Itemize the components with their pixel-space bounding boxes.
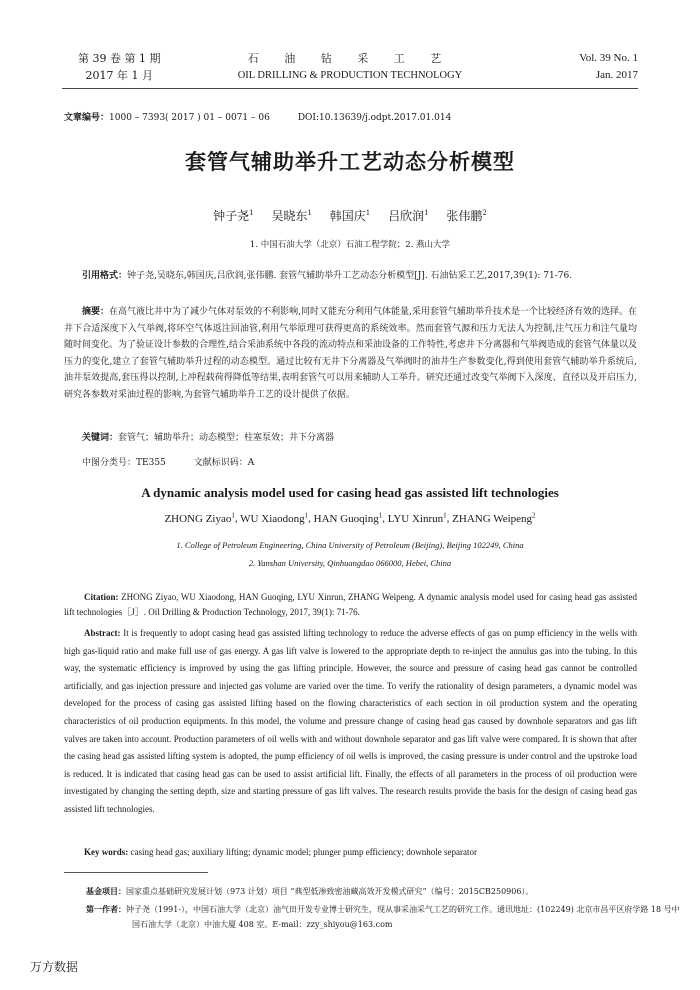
author-en: LYU Xinrun$^1$ [387, 511, 447, 525]
abstract-en [64, 625, 637, 819]
abstract-cn-text: 在高气液比井中为了减少气体对泵效的不利影响,同时又能充分利用气体能量,采用套管气辅助举升技术是一个比较经济有效的选择。在井下合适深度下入气举阀,将环空气体返注回油管,利用气举原理可获得更高的系统效率。然而套管气源和压力无法人为控制,注气压力和注气量均随时间变化。为了验证设计参数的合理性,结合采油系统中各段的流动特点和采油设备的工作特性,考虑井下分离器和气举阀造成的套管气体量以及压力的变化,建立了套管气辅助举升过程的动态模型。通过比较有无井下分离器及气举阀时的油井生产参数变化,得到使用套管气辅助举升系统后,油井泵效提高,套压得以控制,上冲程载荷得降低等结果,表明套管气可以用来辅助人工举升。研究还通过改变气举阀下入深度、直径以及开启压力,研究各参数对采油过程的影响,为套管气辅助举升工艺的设计提供了依据。 [64, 307, 637, 400]
title-en: A dynamic analysis model used for casing head gas assisted lift technologies [141, 485, 559, 500]
funding-note [86, 884, 638, 899]
volume-issue-en: Vol. 39 No. 1 [579, 52, 638, 64]
classification-cn [64, 455, 655, 472]
funding-label: 基金项目： [86, 887, 126, 896]
keywords-cn [64, 430, 655, 447]
header-divider [62, 88, 638, 89]
doc-code-label: 文献标识码： [193, 458, 248, 468]
first-author-text: 钟子尧（1991-），中国石油大学（北京）油气田开发专业博士研究生，现从事采油采气工艺的研究工作。通讯地址：(102249) 北京市昌平区府学路 18 号中国石油大学（北京）中油大厦 408 室。E-mail：zzy_shiyou@163.com [126, 905, 680, 929]
author-cn: 吴晓东$^1$ [271, 209, 312, 223]
citation-en-label: Citation: [84, 592, 119, 602]
clc-label: 中图分类号： [82, 458, 137, 468]
author-cn: 韩国庆$^1$ [329, 209, 371, 223]
article-number-label: 文章编号： [64, 113, 110, 123]
affiliation-en-1: 1. College of Petroleum Engineering, China University of Petroleum (Beijing), Beijing 102249, China [176, 540, 524, 550]
journal-name-en: OIL DRILLING & PRODUCTION TECHNOLOGY [237, 70, 463, 81]
citation-en-text: ZHONG Ziyao, WU Xiaodong, HAN Guoqing, LYU Xinrun, ZHANG Weipeng. A dynamic analysis model used for casing head gas assisted lift technologies［J］. Oil Drilling & Production Technology, 2017, 39(1): 71-76. [64, 592, 637, 617]
date-en: Jan. 2017 [595, 69, 638, 81]
watermark-wanfang: 万方数据 [30, 960, 79, 974]
title-cn: 套管气辅助举升工艺动态分析模型 [185, 150, 515, 174]
citation-cn-label: 引用格式： [82, 271, 128, 281]
author-en: ZHONG Ziyao$^1$ [164, 511, 235, 525]
header-volume-en [579, 50, 638, 84]
affiliations-cn: 1. 中国石油大学（北京）石油工程学院；2. 燕山大学 [249, 240, 451, 250]
author-cn: 钟子尧$^1$ [213, 209, 254, 223]
volume-issue-cn: 第 39 卷 第 1 期 [78, 52, 161, 65]
abstract-en-text: It is frequently to adopt casing head gas assisted lifting technology to reduce the adverse effects of gas on pump efficiency in the wells with high gas-liquid ratio and make full use of gas energy. A gas lift valve is lowered to the appropriate depth to re-inject the annulus gas into the tubing. In this way, the systematic efficiency is improved by using the gas lifting principle. However, the source and pressure of casing head gas cannot be controlled artificially, and gas injection pressure and injected gas volume are varied over the time. To verify the rationality of design parameters, a dynamic model was developed for the process of casing gas assisted lifting based on the flowing characteristics of each section in oil production system and the operating characteristics of oil production equipments. In this model, the volume and pressure change of casing head gas caused by downhole separators and gas lift valves are taken into account. Production parameters of oil wells with and without downhole separator and gas lift valve were compared. It is shown that after the casing head gas assisted lifting system is adopted, the pump efficiency of oil wells is improved, the casing pressure is under control and the upstroke load is reduced. It is indicated that casing head gas can be used to assist artificial lift. Finally, the effects of all parameters in the process of oil production were investigated by changing the setting depth, size and starting pressure of gas lift valves. The research results provide the basis for the design of casing head gas assisted lift technologies. [64, 628, 637, 814]
author-cn: 张伟鹏$^2$ [446, 209, 487, 223]
abstract-cn [64, 304, 637, 403]
footnote-divider [64, 872, 208, 873]
keywords-cn-label: 关键词： [82, 433, 119, 443]
clc-value: TE355 [136, 458, 166, 468]
keywords-cn-text: 套管气；辅助举升；动态模型；柱塞泵效；井下分离器 [118, 433, 335, 443]
journal-name-cn: 石 油 钻 采 工 艺 [247, 52, 453, 65]
citation-cn [64, 268, 637, 285]
article-info [64, 110, 451, 123]
doc-code-value: A [247, 458, 255, 468]
keywords-en-text: casing head gas; auxiliary lifting; dynamic model; plunger pump efficiency; downhole separator [130, 847, 477, 857]
author-en: HAN Guoqing$^1$ [313, 511, 383, 525]
funding-text: 国家重点基础研究发展计划（973 计划）项目 “典型低渗致密油藏高效开发模式研究”（编号：2015CB250906）。 [126, 887, 534, 896]
affiliation-en-2: 2. Yanshan University, Qinhuangdao 066000, Hebei, China [248, 558, 452, 568]
first-author-label: 第一作者： [86, 905, 126, 914]
first-author-note [86, 902, 684, 932]
keywords-en [64, 845, 637, 860]
citation-en [64, 590, 637, 620]
author-cn: 吕欣润$^1$ [388, 209, 429, 223]
authors-cn [0, 207, 700, 224]
author-en: ZHANG Weipeng$^2$ [452, 511, 536, 525]
citation-cn-text: 钟子尧,吴晓东,韩国庆,吕欣润,张伟鹏. 套管气辅助举升工艺动态分析模型[J]. 石油钻采工艺,2017,39(1): 71-76. [127, 271, 573, 281]
year-month-cn: 2017 年 1 月 [85, 69, 153, 82]
abstract-cn-label: 摘要： [82, 307, 110, 317]
doi: DOI:10.13639/j.odpt.2017.01.014 [297, 113, 452, 123]
author-en: WU Xiaodong$^1$ [240, 511, 309, 525]
keywords-en-label: Key words: [84, 847, 129, 857]
abstract-en-label: Abstract: [84, 628, 121, 638]
authors-en: ZHONG Ziyao$^1$, WU Xiaodong$^1$, HAN Guoqing$^1$, LYU Xinrun$^1$, ZHANG Weipeng$^2$ [164, 511, 536, 525]
article-number: 1000 – 7393( 2017 ) 01 – 0071 – 06 [109, 113, 270, 123]
